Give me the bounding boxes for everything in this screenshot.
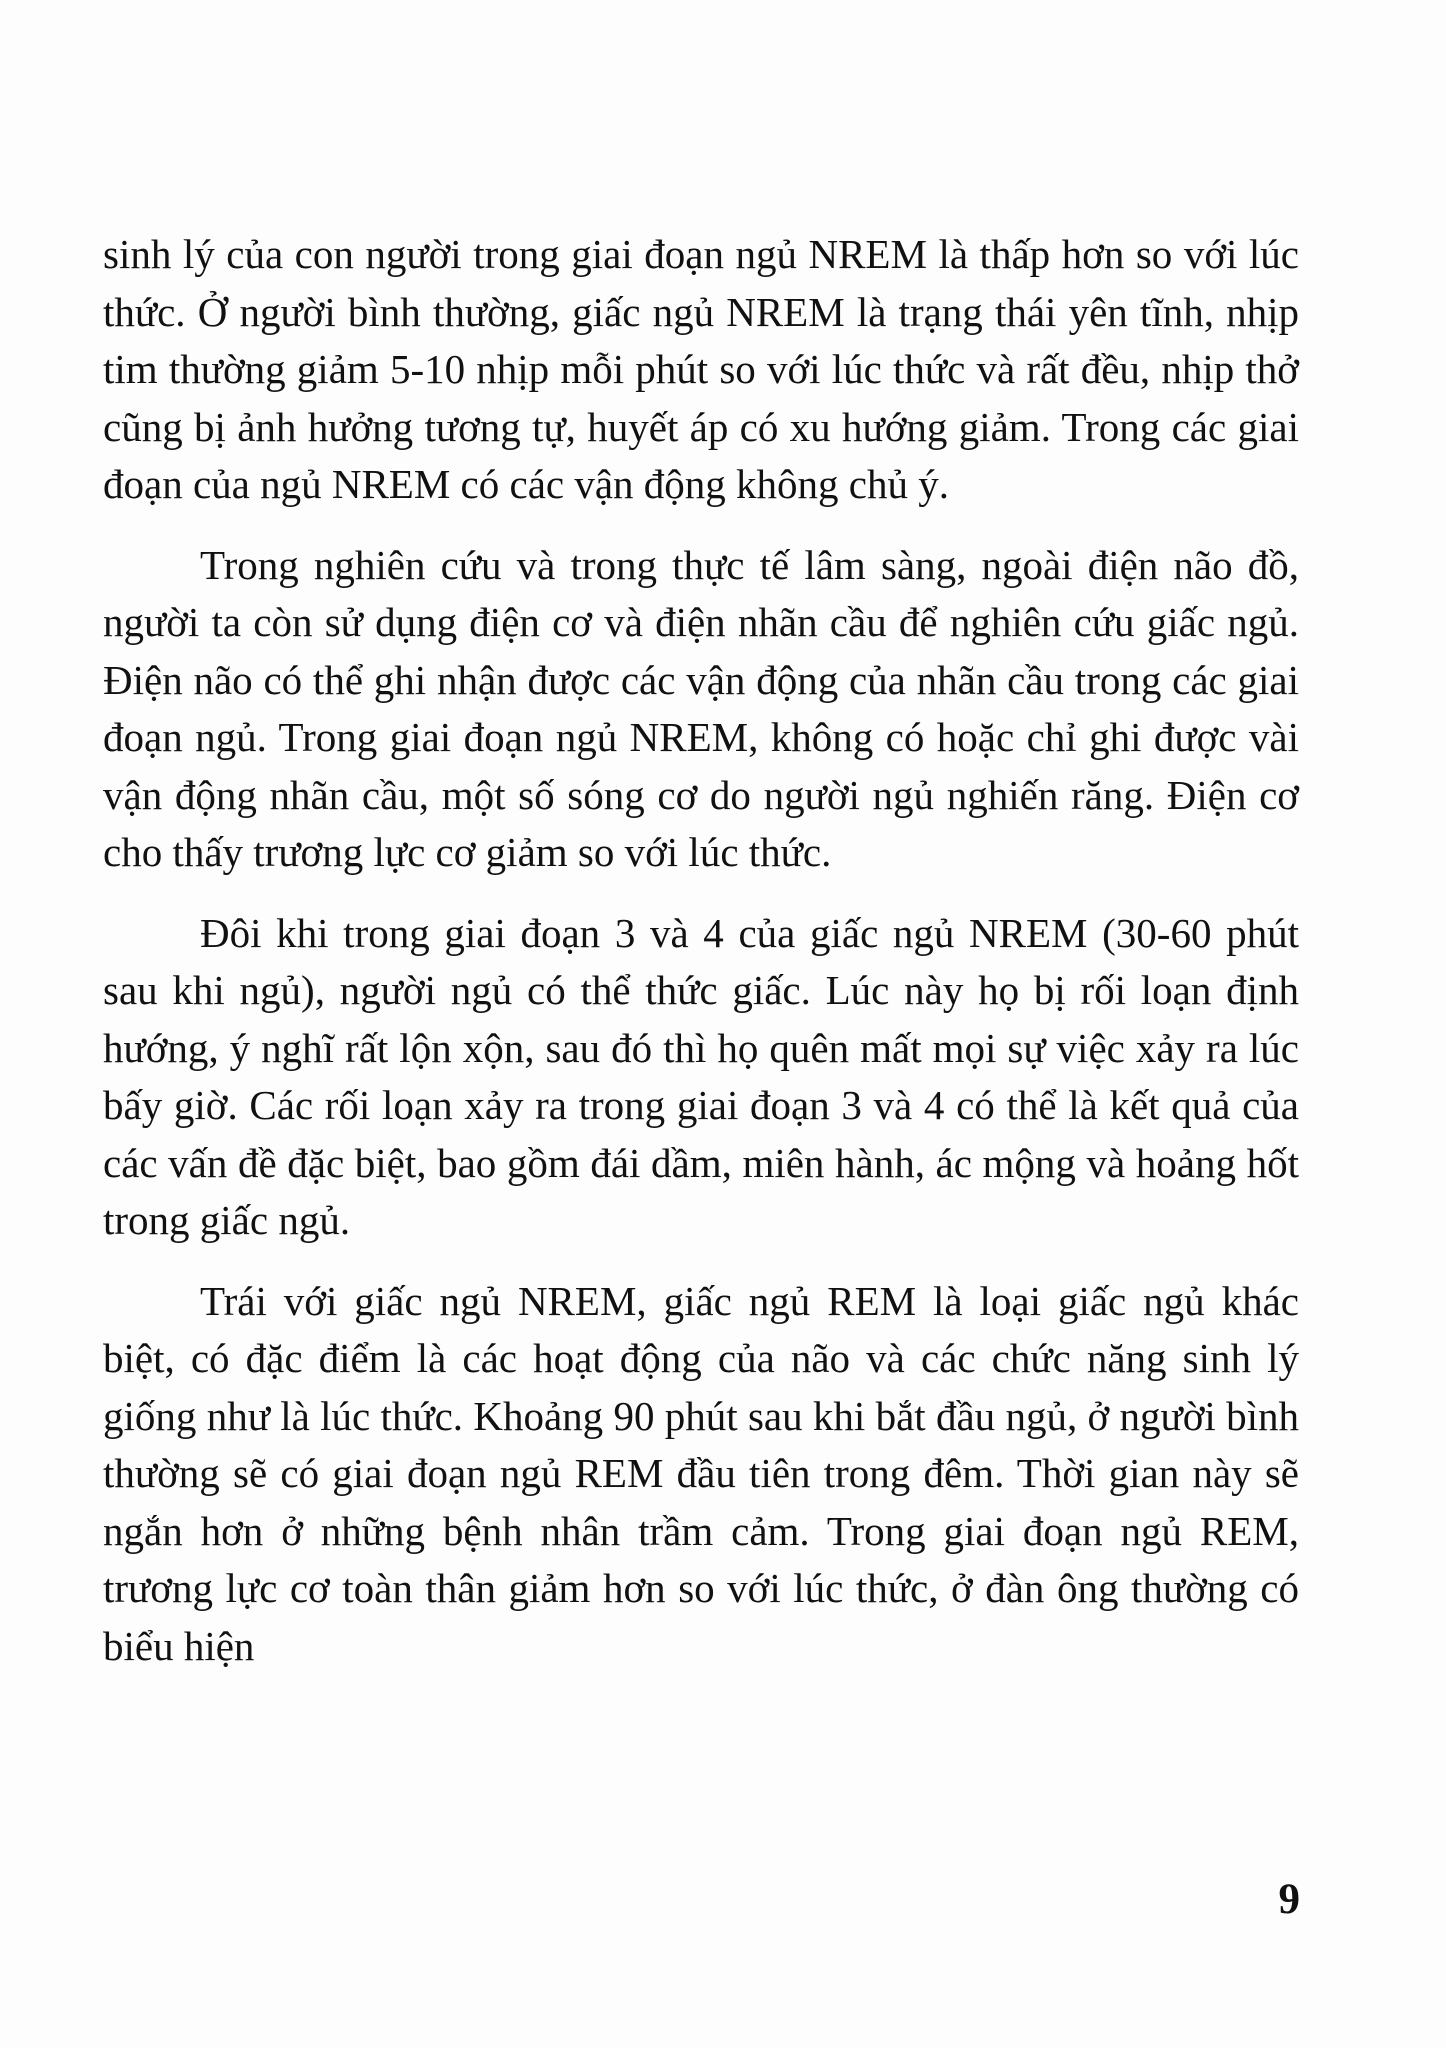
paragraph-continued: sinh lý của con người trong giai đoạn ngủ NREM là thấp hơn so với lúc thức. Ở người bình thường, giấc ngủ NREM là trạng thái yên tĩnh, nhịp tim thường giảm 5-10 nhịp mỗi phút so với lúc thức và rất đều, nhịp thở cũng bị ảnh hưởng tương tự, huyết áp có xu hướng giảm. Trong các giai đoạn của ngủ NREM có các vận động không chủ ý.: [103, 231, 1299, 507]
paragraph: Đôi khi trong giai đoạn 3 và 4 của giấc ngủ NREM (30-60 phút sau khi ngủ), người ngủ có thể thức giấc. Lúc này họ bị rối loạn định hướng, ý nghĩ rất lộn xộn, sau đó thì họ quên mất mọi sự việc xảy ra lúc bấy giờ. Các rối loạn xảy ra trong giai đoạn 3 và 4 có thể là kết quả của các vấn đề đặc biệt, bao gồm đái dầm, miên hành, ác mộng và hoảng hốt trong giấc ngủ.: [103, 909, 1299, 1243]
paragraph: Trong nghiên cứu và trong thực tế lâm sàng, ngoài điện não đồ, người ta còn sử dụng điện cơ và điện nhãn cầu để nghiên cứu giấc ngủ. Điện não có thể ghi nhận được các vận động của nhãn cầu trong các giai đoạn ngủ. Trong giai đoạn ngủ NREM, không có hoặc chỉ ghi được vài vận động nhãn cầu, một số sóng cơ do người ngủ nghiến răng. Điện cơ cho thấy trương lực cơ giảm so với lúc thức.: [103, 541, 1299, 875]
page-number: 9: [1278, 1876, 1300, 1923]
body-text: [103, 226, 1299, 1675]
paragraph: Trái với giấc ngủ NREM, giấc ngủ REM là loại giấc ngủ khác biệt, có đặc điểm là các hoạt động của não và các chức năng sinh lý giống như là lúc thức. Khoảng 90 phút sau khi bắt đầu ngủ, ở người bình thường sẽ có giai đoạn ngủ REM đầu tiên trong đêm. Thời gian này sẽ ngắn hơn ở những bệnh nhân trầm cảm. Trong giai đoạn ngủ REM, trương lực cơ toàn thân giảm hơn so với lúc thức, ở đàn ông thường có biểu hiện: [103, 1277, 1299, 1669]
